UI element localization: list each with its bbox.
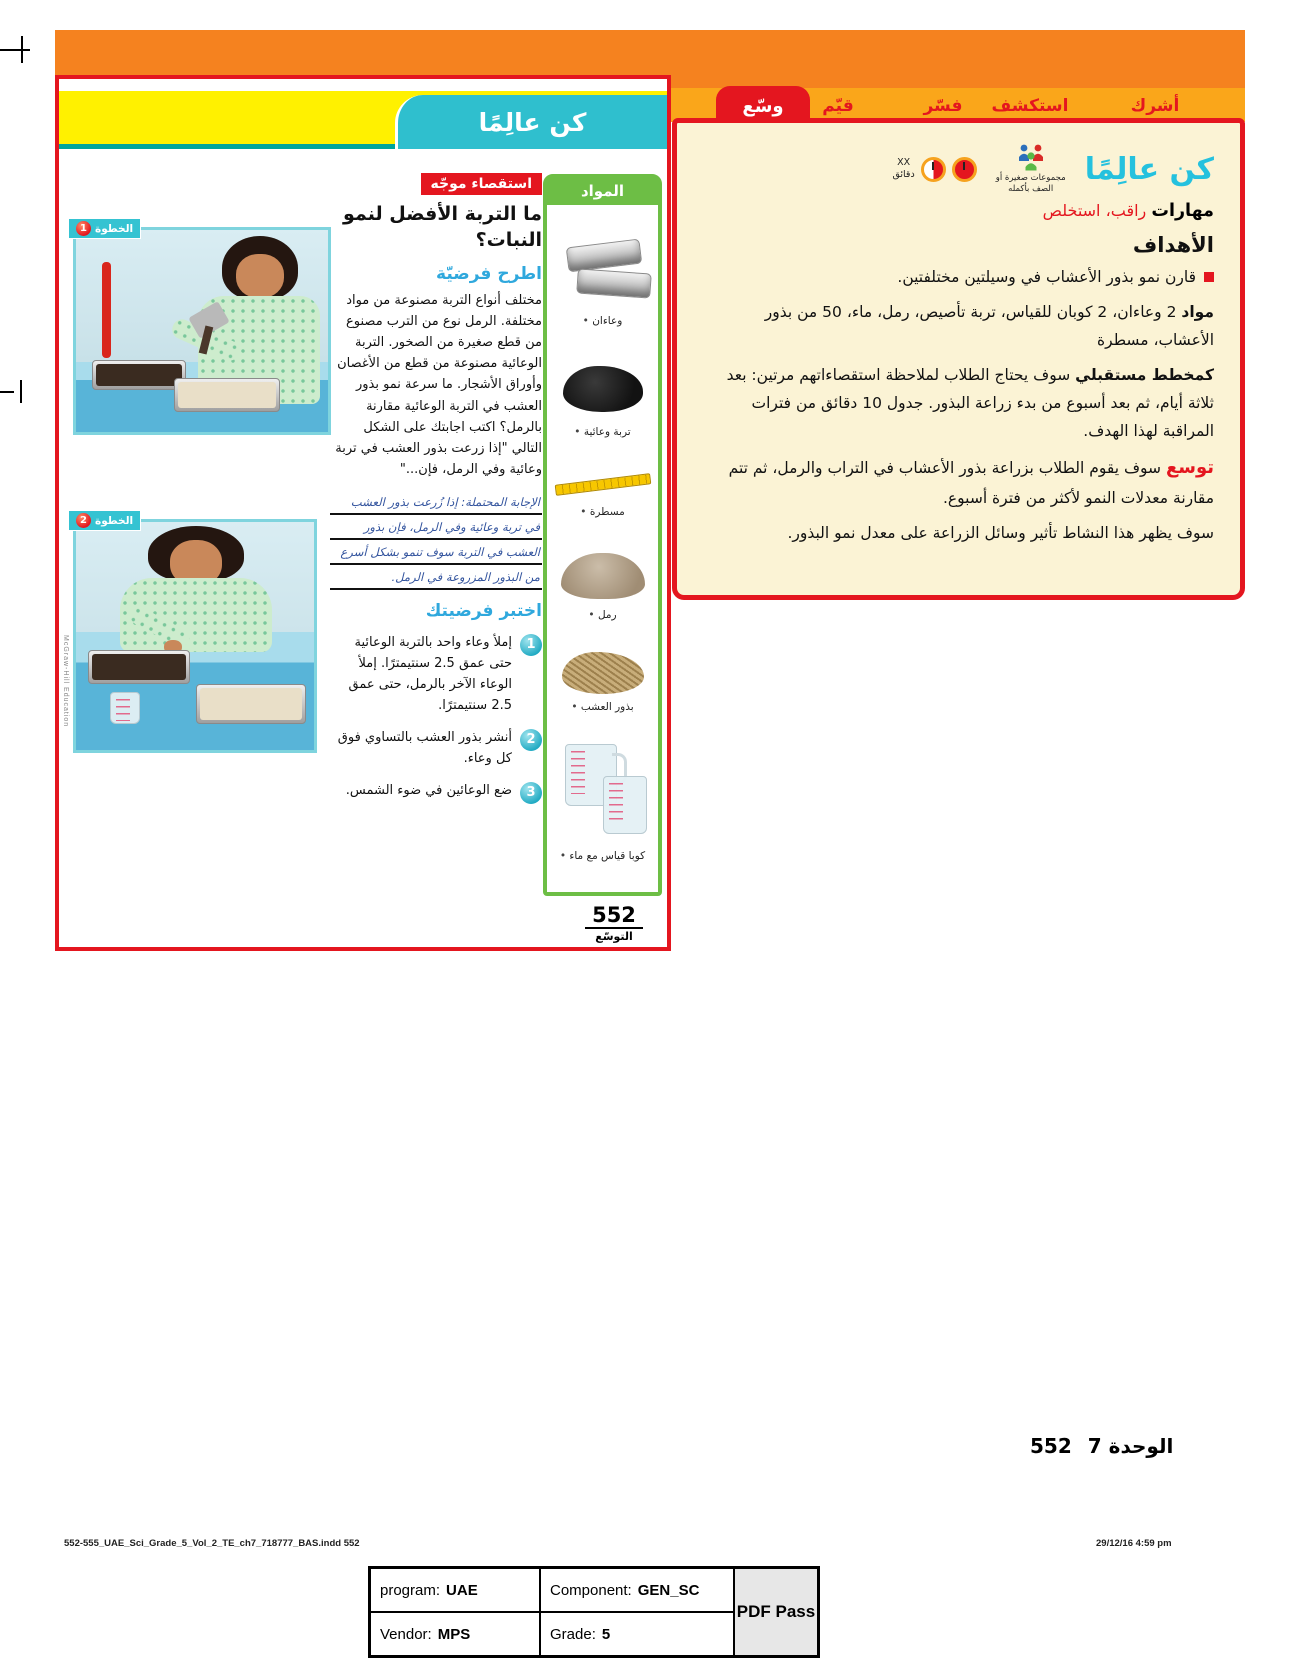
- step-item: [330, 780, 542, 804]
- pan-with-sand: [196, 684, 306, 724]
- program-cell: [370, 1568, 540, 1612]
- list-item: [549, 740, 656, 862]
- measuring-cups-image: [551, 740, 655, 848]
- student-book-page: [55, 75, 671, 951]
- list-item: [549, 354, 656, 438]
- material-label: كوبا قياس مع ماء •: [560, 850, 645, 862]
- time-text: [892, 157, 914, 182]
- step-badge-label: الخطوة: [95, 514, 134, 527]
- skills-label: مهارات: [1151, 201, 1214, 222]
- teacher-title-row: [707, 143, 1214, 195]
- materials-box: [543, 174, 662, 896]
- program-value: UAE: [446, 1581, 478, 1599]
- footer-page-number: 552: [1030, 1434, 1072, 1458]
- pan-with-soil: [92, 360, 186, 390]
- copyright-spine-text: McGraw-Hill Education: [62, 635, 69, 728]
- be-a-scientist-tab: كن عالِمًا: [395, 95, 667, 149]
- grade-cell: [540, 1612, 734, 1656]
- component-label: Component:: [550, 1581, 632, 1599]
- program-label: program:: [380, 1581, 441, 1599]
- print-date-line: 29/12/16 4:59 pm: [1096, 1538, 1172, 1549]
- grass-seeds-image: [551, 647, 655, 699]
- tab-engage[interactable]: أشرك: [1130, 96, 1180, 116]
- timer-icon-full: [952, 157, 977, 182]
- step-number-badge: 3: [520, 782, 542, 804]
- list-item: [549, 647, 656, 713]
- sand-image: [551, 545, 655, 607]
- timer-icon-half: [921, 157, 946, 182]
- skills-line: [707, 201, 1214, 221]
- planner-line: [707, 362, 1214, 446]
- pan-with-sand: [174, 378, 280, 412]
- material-label: مسطرة •: [580, 506, 624, 518]
- crop-mark: [20, 380, 22, 403]
- list-item: [549, 235, 656, 327]
- vendor-value: MPS: [437, 1625, 471, 1643]
- vendor-cell: [370, 1612, 540, 1656]
- answer-line: بذور العشب في التربة سوف تنمو بشكل أسرع من البذور المزروعة في: [340, 519, 540, 584]
- objectives-heading: الأهداف: [1132, 233, 1214, 258]
- material-label: رمل •: [588, 609, 616, 621]
- vendor-label: Vendor:: [380, 1625, 432, 1643]
- teacher-wrap-panel: [672, 118, 1245, 600]
- hypothesis-paragraph: مختلف أنواع التربة مصنوعة من مواد مختلفة. الرمل نوع من الترب مصنوع من قطع صغيرة من الصخور. التربة الوعائية مصنوعة من قطع من الأغصان وأوراق الأشجار. ما سرعة نمو بذور العشب في التربة الوعائية مقارنة بالرمل؟ اكتب اجابتك على الشكل التالي "إذا زرعت بذور العشب في تربة وعائية وفي الرمل، فإن...": [335, 293, 542, 477]
- thermometer: [102, 262, 111, 358]
- student-page-number: 552: [585, 903, 643, 929]
- step-badge-number: 2: [76, 513, 91, 528]
- materials-line: [707, 299, 1214, 355]
- list-item: [549, 464, 656, 518]
- extend-line: [707, 452, 1214, 512]
- print-file-line: 552-555_UAE_Sci_Grade_5_Vol_2_TE_ch7_718777_BAS.indd 552: [64, 1538, 360, 1549]
- test-hypothesis-heading: اختبر فرضيتك: [425, 600, 542, 621]
- step-text: أنشر بذور العشب بالتساوي فوق كل وعاء.: [337, 729, 512, 766]
- pdf-pass-cell: PDF Pass: [734, 1568, 818, 1656]
- materials-text: 2 وعاءان، 2 كوبان للقياس، تربة تأصيص، رمل، ماء، 50 من بذور الأعشاب، مسطرة: [764, 302, 1214, 349]
- pans-image: [551, 235, 655, 313]
- student-page-caption: التوسّع: [595, 930, 633, 943]
- potting-soil-image: [551, 354, 655, 424]
- footer-unit-label: الوحدة 7: [1087, 1434, 1174, 1458]
- student-page-number-block: [577, 903, 651, 943]
- group-icon: [1016, 143, 1046, 171]
- crop-mark: [0, 49, 30, 51]
- grouping-block: [995, 143, 1067, 195]
- step-badge-number: 1: [76, 221, 91, 236]
- skills-value: راقب، استخلص: [1042, 201, 1147, 221]
- tab-extend-active[interactable]: وسّع: [716, 86, 810, 126]
- material-label: تربة وعائية •: [574, 426, 630, 438]
- answer-line: الإجابة المحتملة: إذا زُرعت بذور العشب في تربة وعائية وفي الرمل، فإن: [350, 494, 540, 534]
- planner-label: كمخطط مستقبلي: [1075, 365, 1214, 384]
- planner-text: سوف يحتاج الطلاب لملاحظة استقصاءاتهم مرتين: بعد ثلاثة أيام، ثم بعد أسبوع من بدء زراعة البذور. جدول 10 دقائق من فترات المراقبة لهذا الهدف.: [726, 365, 1214, 440]
- grade-value: 5: [601, 1625, 611, 1643]
- time-unit: دقائق: [892, 169, 915, 181]
- step-item: [330, 632, 542, 716]
- crop-mark: [21, 36, 23, 63]
- step-number-badge: 1: [520, 634, 542, 656]
- unit-footer: [1030, 1434, 1173, 1458]
- objective-text: قارن نمو بذور الأعشاب في وسيلتين مختلفتين.: [897, 268, 1196, 287]
- material-label: وعاءان •: [583, 315, 623, 327]
- pan-with-soil: [88, 650, 190, 684]
- print-spec-table: [368, 1566, 820, 1658]
- materials-label: مواد: [1181, 302, 1214, 321]
- time-block: [892, 157, 976, 182]
- hypothesis-heading: اطرح فرضيّة: [436, 264, 542, 285]
- step-item: [330, 727, 542, 769]
- crop-mark: [0, 391, 14, 393]
- answer-lines: [330, 490, 542, 590]
- extend-label: توسع: [1165, 457, 1214, 479]
- materials-items: [547, 205, 658, 892]
- step-text: ضع الوعائين في ضوء الشمس.: [345, 782, 512, 798]
- tab-explain[interactable]: فسّر: [923, 96, 963, 116]
- closing-text: سوف يظهر هذا النشاط تأثير وسائل الزراعة على معدل نمو البذور.: [787, 523, 1214, 542]
- tab-explore[interactable]: استكشف: [991, 96, 1069, 116]
- photo-step1-girl-pouring-soil: [73, 227, 331, 435]
- material-label: بذور العشب •: [571, 701, 633, 713]
- component-value: GEN_SC: [637, 1581, 700, 1599]
- guided-inquiry-badge: استقصاء موجّه: [421, 173, 542, 195]
- step-text: إملأ وعاء واحد بالتربة الوعائية حتى عمق 2.5 سنتيمترًا. إملأ الوعاء الآخر بالرمل، حتى عمق 2.5 سنتيمترًا.: [348, 634, 512, 713]
- group-caption: مجموعات صغيرة أو الصف بأكمله: [995, 173, 1066, 195]
- lesson-text-column: [330, 173, 542, 804]
- photo-step2-girl-sprinkling-seeds: [73, 519, 317, 753]
- measuring-cup: [110, 692, 140, 724]
- tab-evaluate[interactable]: قيّم: [822, 96, 854, 116]
- teacher-panel-title: كن عالِمًا: [1084, 151, 1214, 187]
- step1-badge: [69, 219, 140, 238]
- red-square-bullet-icon: [1204, 272, 1214, 282]
- list-item: [549, 545, 656, 621]
- ruler-image: [551, 464, 655, 504]
- step2-badge: [69, 511, 140, 530]
- objective-item: [707, 264, 1214, 292]
- component-cell: [540, 1568, 734, 1612]
- materials-header: المواد: [547, 178, 658, 205]
- answer-line: الرمل.: [391, 569, 424, 584]
- grade-label: Grade:: [550, 1625, 596, 1643]
- extend-text: سوف يقوم الطلاب بزراعة بذور الأعشاب في التراب والرمل، ثم تتم مقارنة معدلات النمو لأكثر من فترة أسبوع.: [728, 459, 1214, 507]
- step-badge-label: الخطوة: [95, 222, 134, 235]
- girl-face: [236, 254, 284, 298]
- step-number-badge: 2: [520, 729, 542, 751]
- time-value: XX: [897, 156, 911, 168]
- page-title: ما التربة الأفضل لنمو النبات؟: [343, 203, 542, 251]
